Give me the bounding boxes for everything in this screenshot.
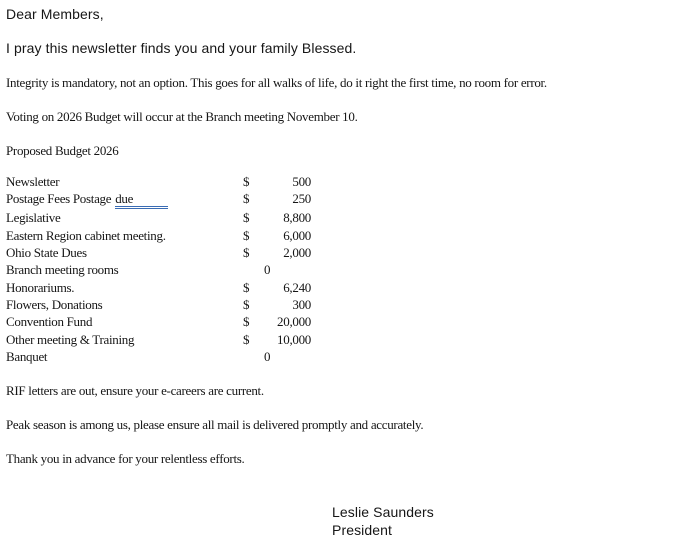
signature-name: Leslie Saunders xyxy=(332,504,434,520)
budget-item-label xyxy=(6,190,243,209)
budget-item-label: Newsletter xyxy=(6,174,60,189)
budget-table xyxy=(6,173,312,365)
budget-item-label: Ohio State Dues xyxy=(6,245,87,261)
currency-symbol: $ xyxy=(243,297,250,313)
budget-row xyxy=(6,173,312,190)
budget-amount: 2,000 xyxy=(283,245,311,261)
budget-item-label: Flowers, Donations xyxy=(6,297,103,313)
budget-row xyxy=(6,279,312,296)
budget-amount: 300 xyxy=(292,297,311,313)
currency-symbol: $ xyxy=(243,331,250,347)
budget-amount: 20,000 xyxy=(277,314,311,330)
budget-amount: 10,000 xyxy=(277,331,311,347)
budget-amount: 6,000 xyxy=(283,227,311,243)
budget-amount: 8,800 xyxy=(283,210,311,226)
budget-row xyxy=(6,244,312,261)
budget-row xyxy=(6,227,312,244)
budget-item-label: Banquet xyxy=(6,349,48,365)
grammar-underlined-word[interactable]: due xyxy=(115,192,168,209)
budget-item-label: Other meeting & Training xyxy=(6,331,135,347)
budget-title: Proposed Budget 2026 xyxy=(6,143,119,158)
rif-line: RIF letters are out, ensure your e-careers are current. xyxy=(6,383,264,398)
budget-amount: 0 xyxy=(264,262,271,278)
budget-item-label: Legislative xyxy=(6,210,61,226)
budget-row xyxy=(6,261,312,278)
budget-amount: 500 xyxy=(292,174,311,189)
currency-symbol xyxy=(243,261,263,278)
budget-amount: 0 xyxy=(264,349,271,365)
budget-item-label-text: Postage Fees Postage xyxy=(6,191,112,207)
salutation: Dear Members, xyxy=(6,6,104,22)
budget-row xyxy=(6,209,312,226)
peak-season-line: Peak season is among us, please ensure all mail is delivered promptly and accurately. xyxy=(6,417,424,432)
currency-symbol: $ xyxy=(243,210,250,226)
currency-symbol: $ xyxy=(243,191,250,207)
signature-title: President xyxy=(332,522,393,538)
currency-symbol: $ xyxy=(243,227,250,243)
budget-item-label: Honorariums. xyxy=(6,279,75,295)
budget-amount: 6,240 xyxy=(283,279,311,295)
budget-item-label: Branch meeting rooms xyxy=(6,262,119,278)
intro-line: I pray this newsletter finds you and your family Blessed. xyxy=(6,40,357,56)
budget-amount: 250 xyxy=(292,191,311,207)
budget-row xyxy=(6,313,312,330)
budget-row xyxy=(6,331,312,348)
budget-item-label: Eastern Region cabinet meeting. xyxy=(6,227,166,243)
budget-row xyxy=(6,190,312,209)
signature-block xyxy=(332,503,434,539)
budget-row xyxy=(6,296,312,313)
budget-item-label: Convention Fund xyxy=(6,314,93,330)
integrity-line: Integrity is mandatory, not an option. This goes for all walks of life, do it right the first time, no room for error. xyxy=(6,75,547,90)
currency-symbol: $ xyxy=(243,279,250,295)
currency-symbol: $ xyxy=(243,174,250,189)
voting-line: Voting on 2026 Budget will occur at the Branch meeting November 10. xyxy=(6,109,358,124)
currency-symbol: $ xyxy=(243,245,250,261)
currency-symbol: $ xyxy=(243,314,250,330)
currency-symbol xyxy=(243,348,263,365)
thanks-line: Thank you in advance for your relentless efforts. xyxy=(6,451,245,466)
budget-row xyxy=(6,348,312,365)
